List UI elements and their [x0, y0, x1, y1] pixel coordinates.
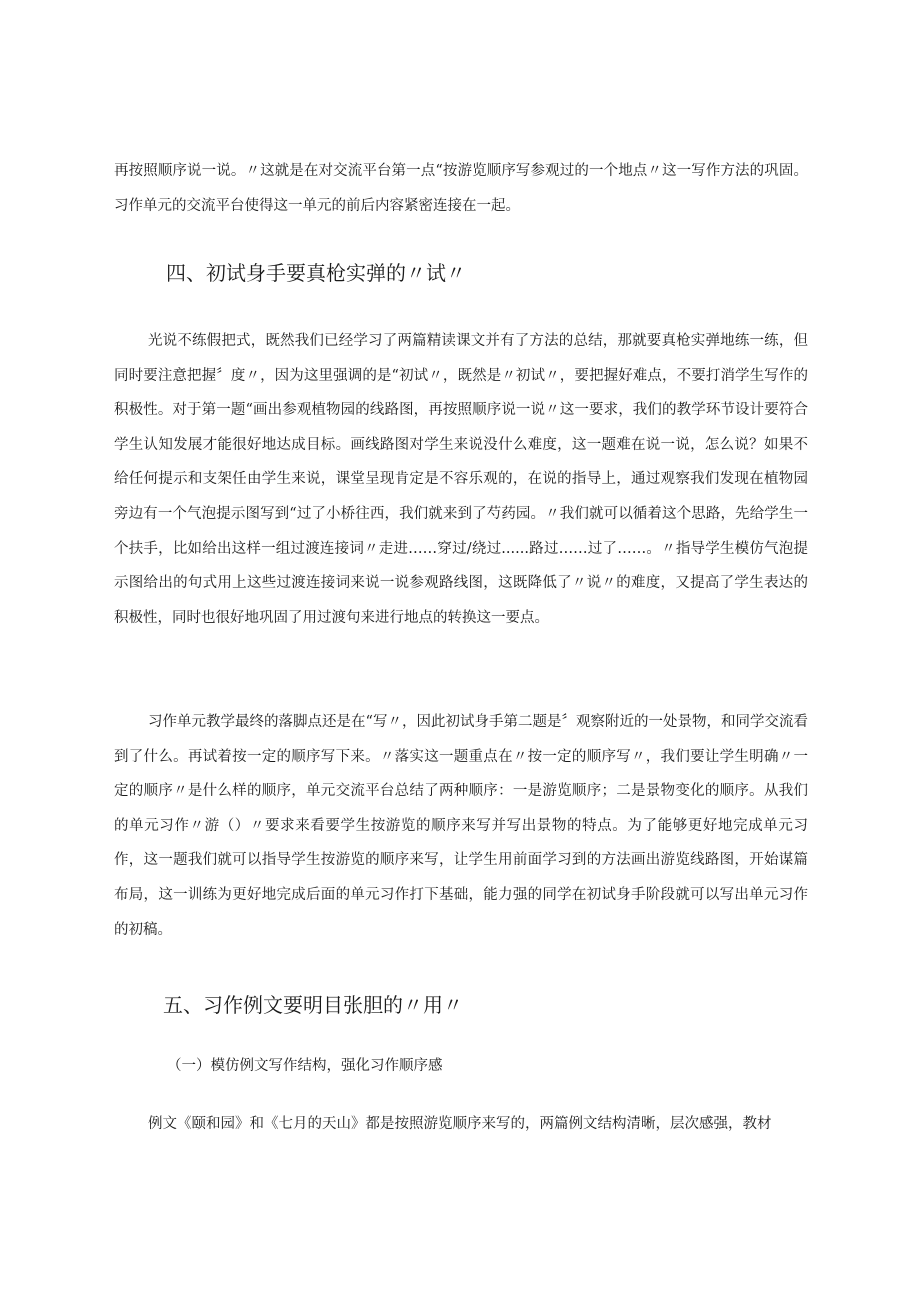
section-4-heading: 四、初试身手要真枪实弹的〃试〃	[166, 261, 466, 285]
section-5-heading: 五、习作例文要明目张胆的〃用〃	[163, 993, 463, 1017]
intro-paragraph: 再按照顺序说一说。〃这就是在对交流平台第一点“按游览顺序写参观过的一个地点〃这一写作方法的巩固。习作单元的交流平台使得这一单元的前后内容紧密连接在一起。	[114, 163, 808, 214]
section-5-paragraph-1: 例文《颐和园》和《七月的天山》都是按照游览顺序来写的，两篇例文结构清晰，层次感强，教材	[148, 1116, 772, 1132]
section-5-subheading: （一）模仿例文写作结构，强化习作顺序感	[167, 1058, 443, 1074]
section-4-paragraph-1: 光说不练假把式，既然我们已经学习了两篇精读课文并有了方法的总结，那就要真枪实弹地练一练，但同时要注意把握〞度〃，因为这里强调的是“初试〃，既然是〃初试〃，要把握好难点，不要打消学生写作的积极性。对于第一题“画出参观植物园的线路图，再按照顺序说一说〃这一要求，我们的教学环节设计要符合学生认知发展才能很好地达成目标。画线路图对学生来说没什么难度，这一题难在说一说，怎么说？如果不给任何提示和支架任由学生来说，课堂呈现肯定是不容乐观的，在说的指导上，通过观察我们发现在植物园旁边有一个气泡提示图写到“过了小桥往西，我们就来到了芍药园。〃我们就可以循着这个思路，先给学生一个扶手，比如给出这样一组过渡连接词〃走进……穿过/绕过......路过……过了……。〃指导学生模仿气泡提示图给出的句式用上这些过渡连接词来说一说参观路线图，这既降低了〃说〃的难度，又提高了学生表达的积极性，同时也很好地巩固了用过渡句来进行地点的转换这一要点。	[114, 333, 808, 626]
section-4-paragraph-2: 习作单元教学最终的落脚点还是在“写〃，因此初试身手第二题是〞观察附近的一处景物，和同学交流看到了什么。再试着按一定的顺序写下来。〃落实这一题重点在〃按一定的顺序写〃，我们要让学生明确〃一定的顺序〃是什么样的顺序，单元交流平台总结了两种顺序：一是游览顺序；二是景物变化的顺序。从我们的单元习作〃游（）〃要求来看要学生按游览的顺序来写并写出景物的特点。为了能够更好地完成单元习作，这一题我们就可以指导学生按游览的顺序来写，让学生用前面学习到的方法画出游览线路图，开始谋篇布局，这一训练为更好地完成后面的单元习作打下基础，能力强的同学在初试身手阶段就可以写出单元习作的初稿。	[114, 714, 808, 938]
